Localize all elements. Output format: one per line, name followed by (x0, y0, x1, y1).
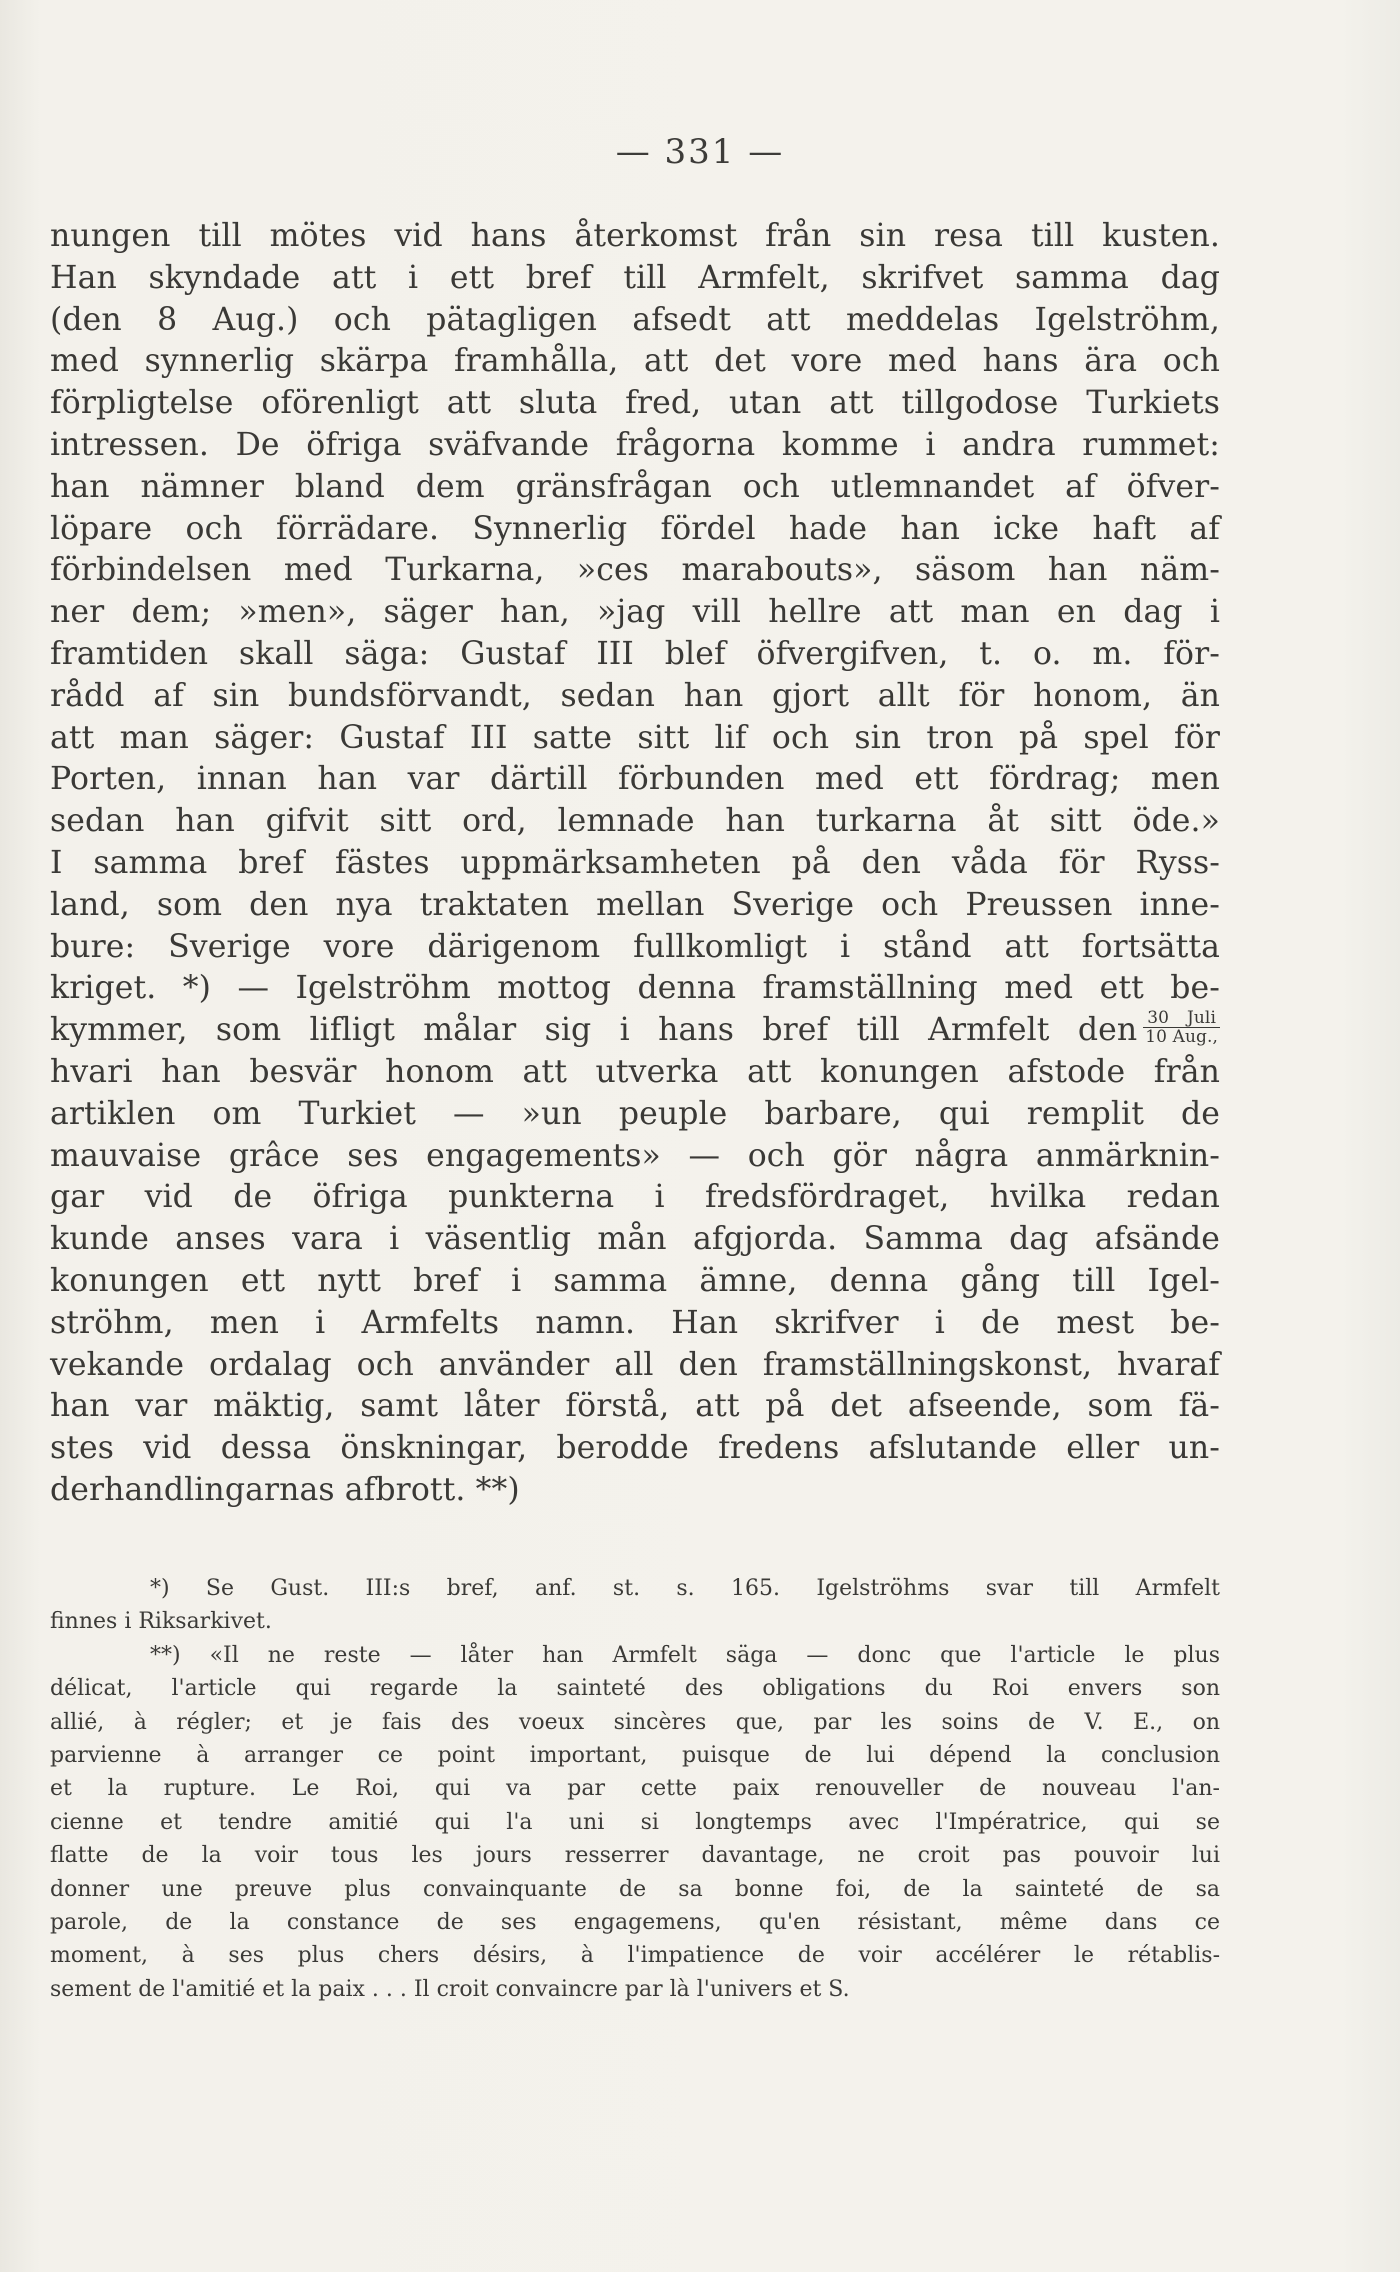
text-line: Han skyndade att i ett bref till Armfelt, skrifvet samma dag (50, 259, 1220, 296)
text-line: löpare och förrädare. Synnerlig fördel hade han icke haft af (50, 510, 1220, 547)
footnote-line: et la rupture. Le Roi, qui va par cette paix renouveller de nouveau l'an- (50, 1776, 1220, 1802)
text-line: I samma bref fästes uppmärksamheten på den våda för Ryss- (50, 844, 1220, 881)
text-line: framtiden skall säga: Gustaf III blef öfvergifven, t. o. m. för- (50, 635, 1220, 672)
text-line: derhandlingarnas afbrott. **) (50, 1471, 520, 1508)
text-line: förbindelsen med Turkarna, »ces marabouts», säsom han näm- (50, 552, 1220, 589)
text-line: hvari han besvär honom att utverka att konungen afstode från (50, 1053, 1220, 1090)
footnote-line: délicat, l'article qui regarde la sainteté des obligations du Roi envers son (50, 1676, 1220, 1702)
text-line: kriget. *) — Igelströhm mottog denna framställning med ett be- (50, 970, 1220, 1007)
text-line: bure: Sverige vore därigenom fullkomligt i stånd att fortsätta (50, 928, 1220, 965)
text-line: han nämner bland dem gränsfrågan och utlemnandet af öfver- (50, 468, 1220, 505)
text-line: kunde anses vara i väsentlig mån afgjorda. Samma dag afsände (50, 1221, 1220, 1258)
text-line: att man säger: Gustaf III satte sitt lif och sin tron på spel för (50, 719, 1220, 756)
text-line: artiklen om Turkiet — »un peuple barbare, qui remplit de (50, 1095, 1220, 1132)
date-fraction-numerator: 30 Juli (1143, 1009, 1220, 1028)
text-line: mauvaise grâce ses engagements» — och gör några anmärknin- (50, 1137, 1220, 1174)
text-line: förpligtelse oförenligt att sluta fred, utan att tillgodose Turkiets (50, 385, 1220, 422)
text-line: nungen till mötes vid hans återkomst från sin resa till kusten. (50, 218, 1220, 254)
text-line: med synnerlig skärpa framhålla, att det vore med hans ära och (50, 343, 1220, 380)
footnote-line: moment, à ses plus chers désirs, à l'impatience de voir accélérer le rétablis- (50, 1943, 1220, 1969)
footnote-line: cienne et tendre amitié qui l'a uni si longtemps avec l'Impératrice, qui se (50, 1809, 1220, 1835)
footnote-line: *) Se Gust. III:s bref, anf. st. s. 165. Igelströhms svar till Armfelt (150, 1576, 1220, 1601)
text-line: han var mäktig, samt låter förstå, att på det afseende, som fä- (50, 1388, 1220, 1425)
date-fraction-denominator: 10 Aug., (1145, 1027, 1218, 1048)
text-line: intressen. De öfriga sväfvande frågorna komme i andra rummet: (50, 426, 1220, 463)
footnote-line: flatte de la voir tous les jours resserrer davantage, ne croit pas pouvoir lui (50, 1843, 1220, 1869)
footnote-line: donner une preuve plus convainquante de sa bonne foi, de la sainteté de sa (50, 1876, 1220, 1902)
main-text (50, 216, 1220, 1512)
text-line: gar vid de öfriga punkterna i fredsfördraget, hvilka redan (50, 1179, 1220, 1216)
text-line: rådd af sin bundsförvandt, sedan han gjort allt för honom, än (50, 677, 1220, 714)
footnote-line: parole, de la constance de ses engagemens, qu'en résistant, même dans ce (50, 1909, 1220, 1935)
text-line-with-date (50, 1010, 1220, 1052)
date-fraction (1143, 1009, 1220, 1046)
text-line: stes vid dessa önskningar, berodde fredens afslutande eller un- (50, 1430, 1220, 1467)
text-line: ner dem; »men», säger han, »jag vill hellre att man en dag i (50, 594, 1220, 631)
text-line: vekande ordalag och använder all den framställningskonst, hvaraf (50, 1346, 1220, 1383)
text-line: (den 8 Aug.) och pätagligen afsedt att meddelas Igelströhm, (50, 301, 1220, 338)
footnote-line: finnes i Riksarkivet. (50, 1609, 272, 1635)
text-line: sedan han gifvit sitt ord, lemnade han turkarna åt sitt öde.» (50, 803, 1220, 840)
footnote-line: allié, à régler; et je fais des voeux sincères que, par les soins de V. E., on (50, 1709, 1220, 1735)
text-line: ströhm, men i Armfelts namn. Han skrifver i de mest be- (50, 1304, 1220, 1341)
text-line: Porten, innan han var därtill förbunden med ett fördrag; men (50, 761, 1220, 798)
footnote-line: **) «Il ne reste — låter han Armfelt säga — donc que l'article le plus (150, 1642, 1220, 1668)
text-line-content: kymmer, som lifligt målar sig i hans bref till Armfelt den (50, 1012, 1138, 1049)
footnote-line: parvienne à arranger ce point important, puisque de lui dépend la conclusion (50, 1742, 1220, 1768)
text-line: land, som den nya traktaten mellan Sverige och Preussen inne- (50, 886, 1220, 923)
footnotes (50, 1572, 1220, 2006)
footnote-line: sement de l'amitié et la paix . . . Il croit convaincre par là l'univers et S. (50, 1976, 850, 2002)
page-number: — 331 — (615, 132, 785, 172)
text-line: konungen ett nytt bref i samma ämne, denna gång till Igel- (50, 1262, 1220, 1299)
